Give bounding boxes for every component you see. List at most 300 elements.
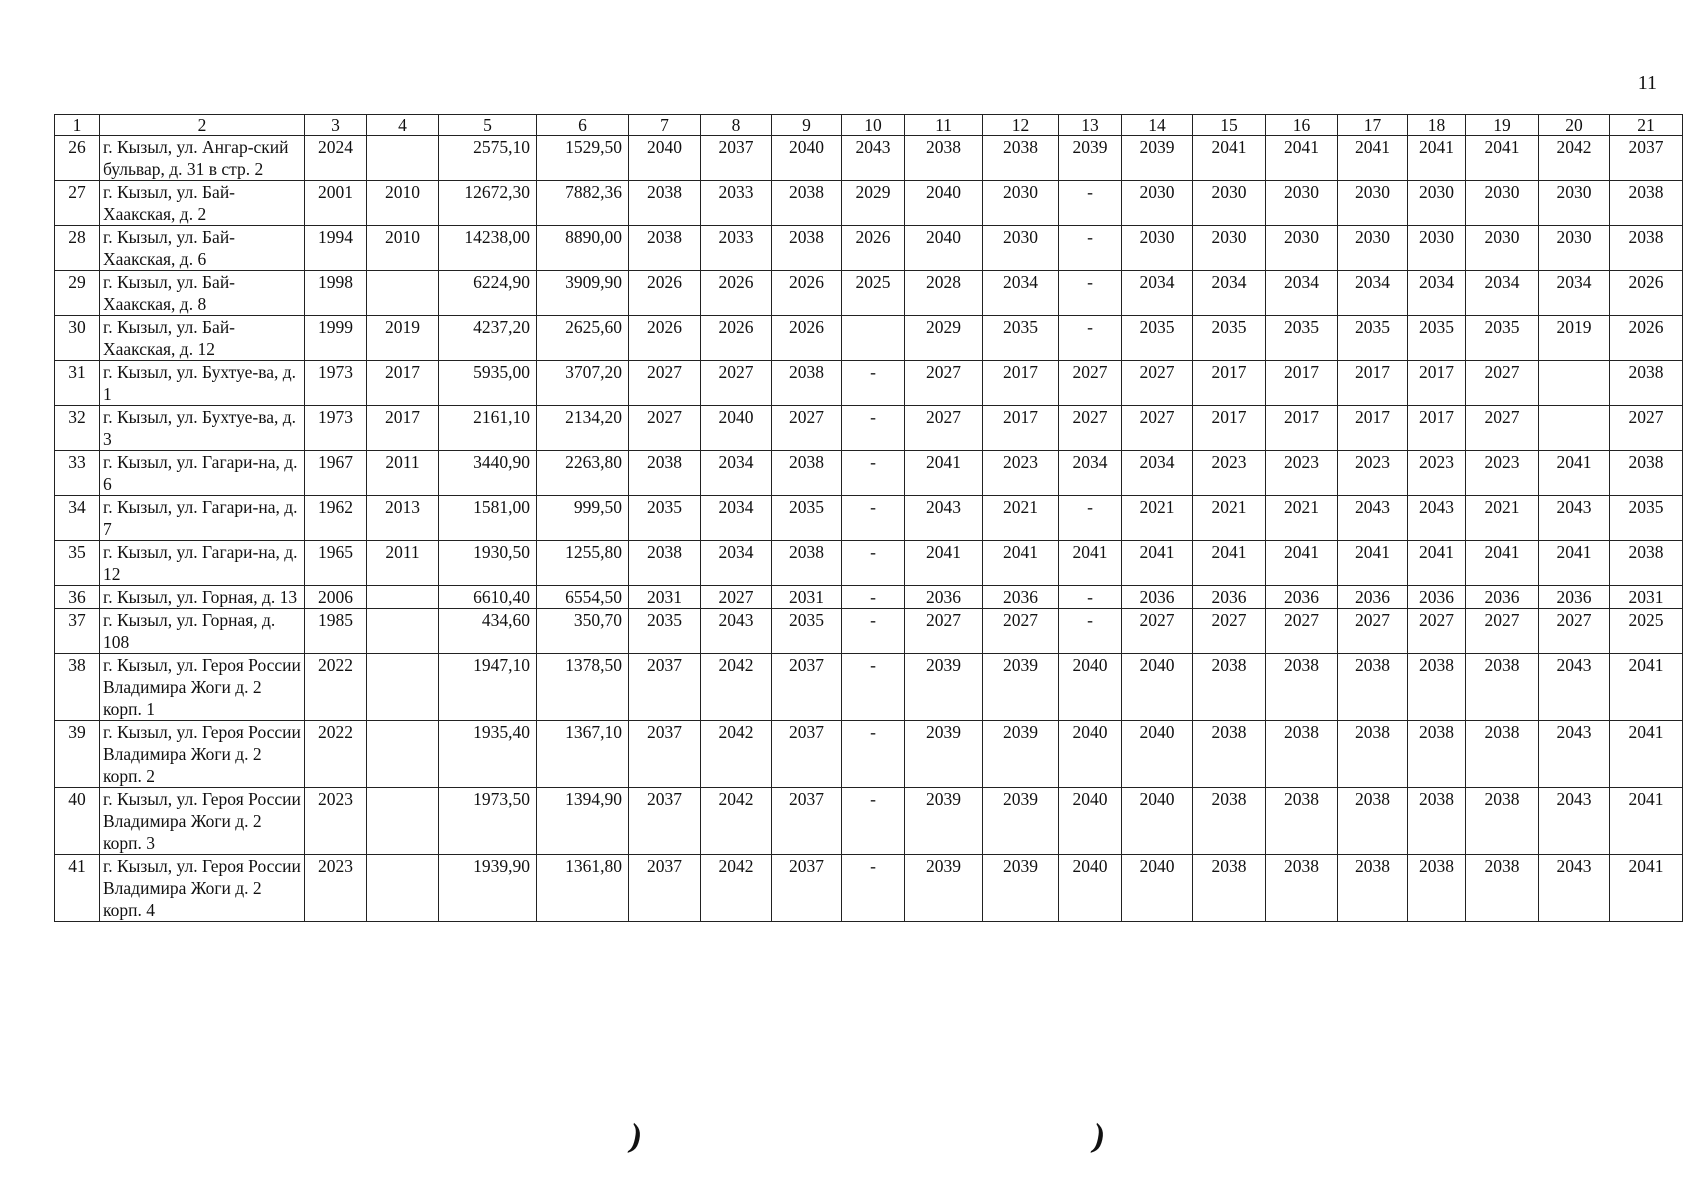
table-cell: 2037 — [629, 788, 701, 855]
table-cell: 2036 — [905, 586, 983, 609]
table-cell: 2038 — [1408, 721, 1466, 788]
table-cell: 2038 — [629, 541, 701, 586]
table-cell: 2042 — [701, 788, 772, 855]
table-cell: 2038 — [1466, 654, 1539, 721]
table-cell: 2038 — [1266, 855, 1338, 922]
table-cell: 1994 — [305, 226, 367, 271]
table-cell: 2013 — [367, 496, 439, 541]
table-cell: 2039 — [905, 855, 983, 922]
table-cell: - — [842, 496, 905, 541]
table-cell: 2030 — [1408, 226, 1466, 271]
table-cell: 2030 — [1193, 226, 1266, 271]
table-row — [55, 609, 1683, 654]
column-header: 12 — [983, 115, 1059, 136]
table-cell: 2038 — [1610, 361, 1683, 406]
signature-mark: ) — [626, 1117, 646, 1156]
table-cell: 2036 — [983, 586, 1059, 609]
table-cell: 2010 — [367, 226, 439, 271]
table-cell: 1255,80 — [537, 541, 629, 586]
table-cell: 2017 — [1266, 406, 1338, 451]
table-cell: 2038 — [629, 181, 701, 226]
table-cell: 2035 — [772, 609, 842, 654]
row-index-cell: 38 — [55, 654, 100, 721]
table-cell: 2036 — [1338, 586, 1408, 609]
table-cell: 2040 — [772, 136, 842, 181]
table-body — [55, 136, 1683, 922]
table-cell: 2036 — [1193, 586, 1266, 609]
table-cell: 2039 — [905, 654, 983, 721]
table-cell: 434,60 — [439, 609, 537, 654]
table-cell: 2030 — [1466, 226, 1539, 271]
table-row — [55, 721, 1683, 788]
table-cell: 2037 — [701, 136, 772, 181]
table-cell: 2027 — [1466, 361, 1539, 406]
table-cell: 2041 — [1466, 541, 1539, 586]
table-cell: 2010 — [367, 181, 439, 226]
table-cell: - — [842, 855, 905, 922]
address-cell: г. Кызыл, ул. Горная, д. 13 — [100, 586, 305, 609]
table-cell: 2023 — [1338, 451, 1408, 496]
table-cell: 2030 — [1266, 226, 1338, 271]
table-cell: 2027 — [983, 609, 1059, 654]
table-row — [55, 654, 1683, 721]
table-cell: 3909,90 — [537, 271, 629, 316]
table-cell: 2039 — [1122, 136, 1193, 181]
table-cell: 2038 — [1408, 855, 1466, 922]
table-cell: 2041 — [905, 541, 983, 586]
table-cell: - — [1059, 496, 1122, 541]
address-cell: г. Кызыл, ул. Бухтуе-ва, д. 3 — [100, 406, 305, 451]
table-cell: - — [842, 451, 905, 496]
row-index-cell: 29 — [55, 271, 100, 316]
table-cell: 2041 — [1193, 136, 1266, 181]
table-cell: 2038 — [1193, 721, 1266, 788]
table-cell: 2041 — [1338, 136, 1408, 181]
table-cell: - — [1059, 609, 1122, 654]
table-cell: 2025 — [1610, 609, 1683, 654]
table-cell: 2034 — [1338, 271, 1408, 316]
table-row — [55, 361, 1683, 406]
table-cell: 14238,00 — [439, 226, 537, 271]
table-cell: 2041 — [1466, 136, 1539, 181]
table-cell: 2027 — [905, 609, 983, 654]
table-cell — [367, 721, 439, 788]
table-cell: 2023 — [1466, 451, 1539, 496]
table-cell: 2036 — [1466, 586, 1539, 609]
table-row — [55, 451, 1683, 496]
table-cell: 8890,00 — [537, 226, 629, 271]
table-cell: 2027 — [1466, 406, 1539, 451]
table-cell: 2027 — [1338, 609, 1408, 654]
table-cell: 2038 — [1408, 654, 1466, 721]
table-cell: 2041 — [1610, 855, 1683, 922]
table-row — [55, 586, 1683, 609]
table-cell: 2017 — [367, 406, 439, 451]
table-cell: 2040 — [905, 226, 983, 271]
table-cell: 2038 — [1338, 855, 1408, 922]
table-cell: 2030 — [983, 181, 1059, 226]
table-cell: 2034 — [1266, 271, 1338, 316]
table-cell: 2040 — [701, 406, 772, 451]
signature-marks — [0, 1118, 1697, 1158]
table-cell: 7882,36 — [537, 181, 629, 226]
table-cell: - — [842, 541, 905, 586]
table-cell: 2037 — [1610, 136, 1683, 181]
table-cell: 2017 — [1193, 361, 1266, 406]
table-cell: 1378,50 — [537, 654, 629, 721]
table-cell: 2025 — [842, 271, 905, 316]
row-index-cell: 32 — [55, 406, 100, 451]
table-cell: 2041 — [1266, 136, 1338, 181]
table-cell: 2041 — [905, 451, 983, 496]
table-cell: 2023 — [1408, 451, 1466, 496]
table-cell: 1529,50 — [537, 136, 629, 181]
table-cell: 2037 — [629, 721, 701, 788]
table-cell: 2040 — [1122, 654, 1193, 721]
table-cell: 2038 — [772, 541, 842, 586]
table-cell: 2043 — [842, 136, 905, 181]
table-cell: 2038 — [1266, 788, 1338, 855]
table-cell: 4237,20 — [439, 316, 537, 361]
table-cell: 2042 — [701, 721, 772, 788]
table-cell: 2042 — [701, 654, 772, 721]
address-cell: г. Кызыл, ул. Бай-Хаакская, д. 6 — [100, 226, 305, 271]
table-cell: 2026 — [772, 316, 842, 361]
table-cell: 2039 — [983, 721, 1059, 788]
table-cell: 3707,20 — [537, 361, 629, 406]
table-cell: 2027 — [1539, 609, 1610, 654]
address-cell: г. Кызыл, ул. Героя России Владимира Жоги д. 2 корп. 1 — [100, 654, 305, 721]
table-cell: 2039 — [983, 788, 1059, 855]
table-cell: 2043 — [1539, 721, 1610, 788]
table-cell: 1999 — [305, 316, 367, 361]
table-cell: 2021 — [1193, 496, 1266, 541]
table-cell: 2040 — [1122, 721, 1193, 788]
table-cell: 2040 — [1059, 855, 1122, 922]
table-cell: 2575,10 — [439, 136, 537, 181]
table-cell: - — [842, 406, 905, 451]
column-header: 3 — [305, 115, 367, 136]
table-cell: 2034 — [701, 496, 772, 541]
table-cell: 2038 — [1466, 855, 1539, 922]
table-cell: 2027 — [1122, 406, 1193, 451]
table-cell: 2041 — [1059, 541, 1122, 586]
table-cell: 2034 — [1408, 271, 1466, 316]
table-cell: 1973,50 — [439, 788, 537, 855]
schedule-table — [54, 114, 1683, 922]
table-cell: - — [1059, 226, 1122, 271]
column-header: 19 — [1466, 115, 1539, 136]
table-cell: 2041 — [1122, 541, 1193, 586]
row-index-cell: 26 — [55, 136, 100, 181]
table-cell: 2017 — [1408, 361, 1466, 406]
table-cell: 2006 — [305, 586, 367, 609]
table-cell: 2041 — [1408, 541, 1466, 586]
column-header: 8 — [701, 115, 772, 136]
table-cell: 2026 — [701, 316, 772, 361]
table-cell: 1973 — [305, 406, 367, 451]
table-cell: 1962 — [305, 496, 367, 541]
table-cell: 2263,80 — [537, 451, 629, 496]
table-cell: 2036 — [1408, 586, 1466, 609]
column-header: 4 — [367, 115, 439, 136]
table-cell: 2034 — [1466, 271, 1539, 316]
table-cell: 2035 — [629, 496, 701, 541]
table-cell: 2038 — [1610, 451, 1683, 496]
address-cell: г. Кызыл, ул. Гагари-на, д. 6 — [100, 451, 305, 496]
table-cell: 2038 — [1610, 226, 1683, 271]
table-cell: 2035 — [1610, 496, 1683, 541]
table-cell: - — [842, 721, 905, 788]
table-cell — [367, 271, 439, 316]
table-cell: 2030 — [983, 226, 1059, 271]
table-cell: 1581,00 — [439, 496, 537, 541]
table-cell: 2040 — [1059, 654, 1122, 721]
table-cell: 2023 — [1266, 451, 1338, 496]
table-cell: 2038 — [772, 226, 842, 271]
table-cell: 2017 — [1193, 406, 1266, 451]
table-row — [55, 406, 1683, 451]
page-number: 11 — [1637, 72, 1657, 94]
table-cell: 2029 — [905, 316, 983, 361]
table-cell: - — [842, 609, 905, 654]
table-cell: 2038 — [629, 226, 701, 271]
table-cell: 2043 — [701, 609, 772, 654]
table-cell: 2038 — [1338, 721, 1408, 788]
table-row — [55, 496, 1683, 541]
table-cell: 2041 — [1610, 788, 1683, 855]
table-cell: 2037 — [772, 721, 842, 788]
table-cell: 2038 — [1610, 181, 1683, 226]
table-cell: 2026 — [842, 226, 905, 271]
table-cell: 2043 — [1539, 496, 1610, 541]
table-cell: 1967 — [305, 451, 367, 496]
table-cell: 2042 — [701, 855, 772, 922]
table-row — [55, 855, 1683, 922]
table-cell: 2034 — [1059, 451, 1122, 496]
table-cell: 2041 — [1610, 654, 1683, 721]
table-cell: 2034 — [1539, 271, 1610, 316]
table-cell: 2034 — [1122, 271, 1193, 316]
table-cell: 1361,80 — [537, 855, 629, 922]
table-cell: 1998 — [305, 271, 367, 316]
table-cell: 2040 — [1122, 855, 1193, 922]
table-cell: 2039 — [905, 788, 983, 855]
table-cell: 2161,10 — [439, 406, 537, 451]
table-cell: 2027 — [1122, 361, 1193, 406]
table-cell: 2026 — [701, 271, 772, 316]
table-cell: 2038 — [772, 451, 842, 496]
table-cell: 2038 — [983, 136, 1059, 181]
table-cell: 2038 — [1266, 721, 1338, 788]
table-cell: 2038 — [772, 361, 842, 406]
table-cell: 2038 — [1466, 721, 1539, 788]
table-cell — [367, 855, 439, 922]
table-cell: - — [842, 788, 905, 855]
table-cell: 2039 — [1059, 136, 1122, 181]
table-cell: 2037 — [629, 654, 701, 721]
table-cell — [367, 788, 439, 855]
column-header: 17 — [1338, 115, 1408, 136]
table-cell: 2027 — [1266, 609, 1338, 654]
column-header: 9 — [772, 115, 842, 136]
address-cell: г. Кызыл, ул. Ангар-ский бульвар, д. 31 в стр. 2 — [100, 136, 305, 181]
table-cell: 2038 — [1193, 855, 1266, 922]
address-cell: г. Кызыл, ул. Бай-Хаакская, д. 12 — [100, 316, 305, 361]
table-cell: 2036 — [1122, 586, 1193, 609]
table-cell: 2043 — [1539, 855, 1610, 922]
table-cell: 2030 — [1338, 181, 1408, 226]
table-cell: 2035 — [772, 496, 842, 541]
table-cell: 2019 — [367, 316, 439, 361]
table-cell: 2037 — [772, 788, 842, 855]
table-cell — [842, 316, 905, 361]
table-cell: 2017 — [1338, 361, 1408, 406]
row-index-cell: 37 — [55, 609, 100, 654]
table-cell: 2026 — [629, 271, 701, 316]
table-cell: 2041 — [1539, 541, 1610, 586]
table-cell: 2041 — [983, 541, 1059, 586]
table-cell: 2027 — [629, 361, 701, 406]
table-cell: 2021 — [1466, 496, 1539, 541]
table-cell: 2039 — [905, 721, 983, 788]
table-cell: 2043 — [905, 496, 983, 541]
table-cell: 2027 — [1059, 406, 1122, 451]
table-cell: 2134,20 — [537, 406, 629, 451]
table-cell: 2039 — [983, 855, 1059, 922]
schedule-table-container — [54, 114, 1683, 922]
table-cell: 2027 — [1610, 406, 1683, 451]
table-cell: 2030 — [1266, 181, 1338, 226]
column-header: 20 — [1539, 115, 1610, 136]
table-cell — [367, 586, 439, 609]
table-cell: 2035 — [1193, 316, 1266, 361]
address-cell: г. Кызыл, ул. Бай-Хаакская, д. 8 — [100, 271, 305, 316]
table-cell: 2038 — [1266, 654, 1338, 721]
table-cell: 2017 — [983, 406, 1059, 451]
table-cell: 999,50 — [537, 496, 629, 541]
table-cell: 2031 — [629, 586, 701, 609]
address-cell: г. Кызыл, ул. Гагари-на, д. 7 — [100, 496, 305, 541]
column-header: 21 — [1610, 115, 1683, 136]
table-cell: 1965 — [305, 541, 367, 586]
table-cell: 6224,90 — [439, 271, 537, 316]
address-cell: г. Кызыл, ул. Бай-Хаакская, д. 2 — [100, 181, 305, 226]
table-cell: 1930,50 — [439, 541, 537, 586]
table-cell: 2034 — [983, 271, 1059, 316]
table-cell: 2027 — [629, 406, 701, 451]
table-cell: 2039 — [983, 654, 1059, 721]
table-cell: 2027 — [1408, 609, 1466, 654]
table-cell: 2035 — [1466, 316, 1539, 361]
address-cell: г. Кызыл, ул. Горная, д. 108 — [100, 609, 305, 654]
table-cell: 2021 — [1122, 496, 1193, 541]
table-cell: 2017 — [367, 361, 439, 406]
table-cell: - — [1059, 181, 1122, 226]
table-cell: 5935,00 — [439, 361, 537, 406]
table-row — [55, 788, 1683, 855]
table-cell: 2038 — [1193, 788, 1266, 855]
address-cell: г. Кызыл, ул. Гагари-на, д. 12 — [100, 541, 305, 586]
column-header: 14 — [1122, 115, 1193, 136]
table-cell: 2030 — [1122, 181, 1193, 226]
table-cell: 2037 — [772, 855, 842, 922]
row-index-cell: 39 — [55, 721, 100, 788]
table-cell: 2625,60 — [537, 316, 629, 361]
table-cell: 2027 — [905, 406, 983, 451]
table-cell: 2030 — [1193, 181, 1266, 226]
table-cell: 2040 — [1059, 788, 1122, 855]
table-cell: 2030 — [1539, 226, 1610, 271]
address-cell: г. Кызыл, ул. Героя России Владимира Жоги д. 2 корп. 2 — [100, 721, 305, 788]
table-cell: 2021 — [983, 496, 1059, 541]
address-cell: г. Кызыл, ул. Героя России Владимира Жоги д. 2 корп. 3 — [100, 788, 305, 855]
table-cell: 2030 — [1539, 181, 1610, 226]
table-cell: 2038 — [1193, 654, 1266, 721]
table-cell: 2030 — [1408, 181, 1466, 226]
table-cell: 2040 — [1122, 788, 1193, 855]
table-cell: 2041 — [1610, 721, 1683, 788]
table-cell: 2030 — [1338, 226, 1408, 271]
table-cell: 2026 — [629, 316, 701, 361]
table-cell: - — [842, 654, 905, 721]
column-header: 11 — [905, 115, 983, 136]
table-cell: 2034 — [1122, 451, 1193, 496]
table-cell: 2033 — [701, 226, 772, 271]
table-cell: 2036 — [1266, 586, 1338, 609]
row-index-cell: 40 — [55, 788, 100, 855]
column-header: 16 — [1266, 115, 1338, 136]
table-cell: 6610,40 — [439, 586, 537, 609]
row-index-cell: 31 — [55, 361, 100, 406]
table-row — [55, 316, 1683, 361]
table-cell: 2043 — [1539, 654, 1610, 721]
table-cell: 2038 — [629, 451, 701, 496]
column-header: 18 — [1408, 115, 1466, 136]
row-index-cell: 27 — [55, 181, 100, 226]
table-cell: 2027 — [1122, 609, 1193, 654]
table-cell: - — [842, 586, 905, 609]
table-cell: 2026 — [772, 271, 842, 316]
table-cell: 1935,40 — [439, 721, 537, 788]
address-cell: г. Кызыл, ул. Героя России Владимира Жоги д. 2 корп. 4 — [100, 855, 305, 922]
table-cell: 2017 — [1338, 406, 1408, 451]
table-cell: 2021 — [1266, 496, 1338, 541]
column-header: 5 — [439, 115, 537, 136]
table-cell: 2038 — [1338, 654, 1408, 721]
table-cell: 2043 — [1539, 788, 1610, 855]
table-cell: 1973 — [305, 361, 367, 406]
table-cell: - — [1059, 271, 1122, 316]
row-index-cell: 33 — [55, 451, 100, 496]
table-cell: 2027 — [905, 361, 983, 406]
table-cell: 2023 — [1193, 451, 1266, 496]
column-header: 1 — [55, 115, 100, 136]
table-cell: 1985 — [305, 609, 367, 654]
table-cell: 2041 — [1408, 136, 1466, 181]
column-header: 7 — [629, 115, 701, 136]
table-cell: 3440,90 — [439, 451, 537, 496]
table-cell: 2017 — [1266, 361, 1338, 406]
table-cell: 2023 — [983, 451, 1059, 496]
table-cell: 2022 — [305, 654, 367, 721]
table-cell: 2038 — [772, 181, 842, 226]
table-row — [55, 541, 1683, 586]
table-cell: 2041 — [1338, 541, 1408, 586]
table-row — [55, 271, 1683, 316]
table-cell: 2040 — [629, 136, 701, 181]
table-cell: 2028 — [905, 271, 983, 316]
